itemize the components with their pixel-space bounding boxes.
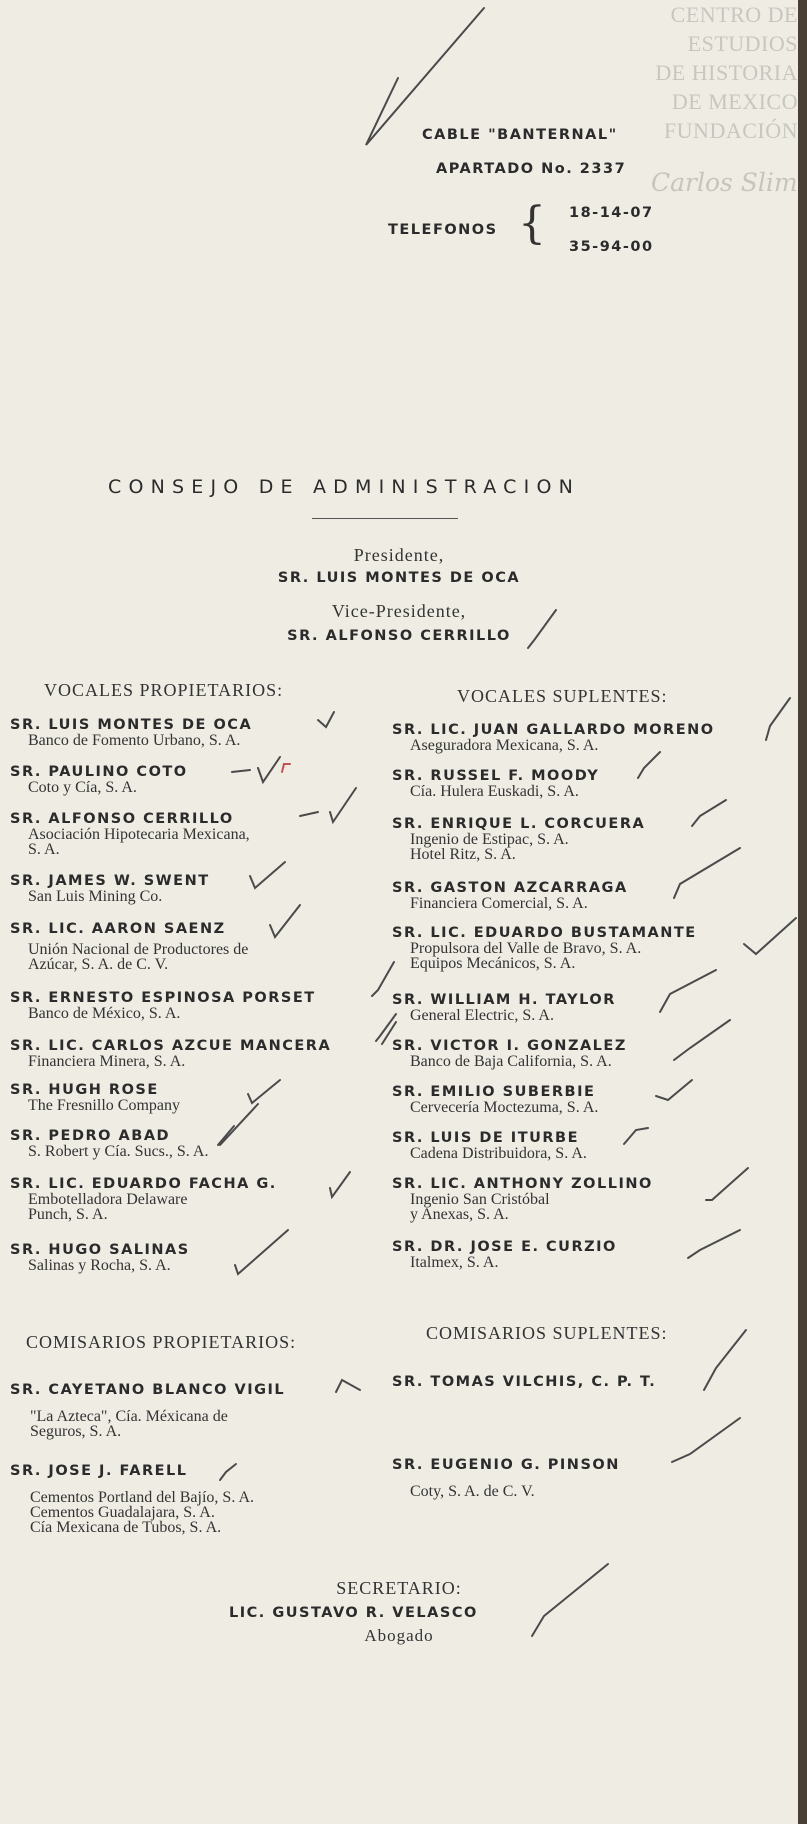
list-item (10, 811, 250, 857)
member-name: SR. HUGO SALINAS (10, 1242, 190, 1258)
member-company: "La Azteca", Cía. Méxicana de (30, 1408, 228, 1425)
list-item (10, 1082, 180, 1113)
member-name: SR. RUSSEL F. MOODY (392, 768, 600, 784)
member-company: y Anexas, S. A. (410, 1206, 509, 1223)
list-item (10, 1463, 254, 1535)
member-company: Equipos Mecánicos, S. A. (410, 955, 576, 972)
member-name: SR. JOSE J. FARELL (10, 1463, 188, 1479)
member-name: SR. TOMAS VILCHIS, C. P. T. (392, 1374, 657, 1390)
list-item (392, 816, 645, 862)
list-item (10, 764, 188, 795)
list-item (392, 1374, 656, 1390)
watermark-line: CENTRO DE (670, 2, 798, 27)
member-company: Propulsora del Valle de Bravo, S. A. (410, 940, 642, 957)
member-company: Ingenio de Estipac, S. A. (410, 831, 569, 848)
vocales-propietarios-heading: VOCALES PROPIETARIOS: (44, 680, 284, 700)
list-item (392, 1084, 598, 1115)
presidente-label: Presidente, (353, 545, 445, 565)
list-item (10, 1242, 190, 1273)
member-company: Cía. Hulera Euskadi, S. A. (410, 783, 579, 800)
member-company: Banco de Fomento Urbano, S. A. (28, 732, 241, 749)
member-name: SR. JAMES W. SWENT (10, 873, 210, 889)
watermark-line: FUNDACIÓN (663, 118, 798, 143)
secretario-title: Abogado (364, 1626, 434, 1645)
list-item (392, 1176, 653, 1222)
phone-2: 35-94-00 (569, 239, 654, 255)
list-item (392, 1457, 620, 1499)
member-company: General Electric, S. A. (410, 1007, 554, 1024)
comisarios-propietarios-heading: COMISARIOS PROPIETARIOS: (26, 1332, 297, 1352)
list-item (392, 1038, 627, 1069)
member-company: Financiera Minera, S. A. (28, 1053, 186, 1070)
member-company: Banco de México, S. A. (28, 1005, 181, 1022)
member-name: SR. DR. JOSE E. CURZIO (392, 1239, 617, 1255)
member-company: The Fresnillo Company (28, 1097, 180, 1114)
list-item (10, 717, 252, 748)
member-name: SR. EMILIO SUBERBIE (392, 1084, 596, 1100)
member-name: SR. PAULINO COTO (10, 764, 188, 780)
vicepresidente-name: SR. ALFONSO CERRILLO (287, 628, 511, 644)
list-item (10, 1382, 285, 1439)
vocales-suplentes-heading: VOCALES SUPLENTES: (457, 686, 668, 706)
member-name: SR. EUGENIO G. PINSON (392, 1457, 620, 1473)
watermark-line: ESTUDIOS (687, 31, 798, 56)
member-company: S. Robert y Cía. Sucs., S. A. (28, 1143, 209, 1160)
member-name: SR. ENRIQUE L. CORCUERA (392, 816, 646, 832)
member-name: SR. LIC. ANTHONY ZOLLINO (392, 1176, 653, 1192)
cable-address: CABLE "BANTERNAL" (422, 127, 618, 143)
member-company: Punch, S. A. (28, 1206, 108, 1223)
list-item (392, 1239, 617, 1270)
archive-watermark (648, 0, 798, 145)
member-company: Banco de Baja California, S. A. (410, 1053, 612, 1070)
telefonos-label: TELEFONOS (388, 222, 498, 238)
member-company: Cadena Distribuidora, S. A. (410, 1145, 587, 1162)
member-company: Financiera Comercial, S. A. (410, 895, 588, 912)
list-item (392, 880, 628, 911)
list-item (392, 722, 715, 753)
list-item (10, 1128, 208, 1159)
list-item (10, 873, 210, 904)
member-name: SR. LIC. JUAN GALLARDO MORENO (392, 722, 715, 738)
member-company: S. A. (28, 841, 60, 858)
apartado: APARTADO No. 2337 (436, 161, 627, 177)
title-rule (312, 518, 458, 519)
member-name: SR. ALFONSO CERRILLO (10, 811, 234, 827)
member-company: San Luis Mining Co. (28, 888, 163, 905)
secretario-name: LIC. GUSTAVO R. VELASCO (229, 1605, 478, 1621)
page-edge (798, 0, 807, 1824)
member-name: SR. GASTON AZCARRAGA (392, 880, 628, 896)
member-name: SR. LIC. EDUARDO BUSTAMANTE (392, 925, 697, 941)
list-item (392, 925, 697, 971)
member-name: SR. CAYETANO BLANCO VIGIL (10, 1382, 286, 1398)
member-company: Coto y Cía, S. A. (28, 779, 137, 796)
list-item (10, 1038, 331, 1069)
member-company: Ingenio San Cristóbal (410, 1191, 550, 1208)
watermark-line: DE HISTORIA (655, 60, 798, 85)
member-name: SR. WILLIAM H. TAYLOR (392, 992, 616, 1008)
member-company: Seguros, S. A. (30, 1423, 122, 1440)
member-name: SR. VICTOR I. GONZALEZ (392, 1038, 627, 1054)
watermark-line: DE MEXICO (671, 89, 798, 114)
page-title: CONSEJO DE ADMINISTRACION (108, 476, 581, 498)
member-company: Embotelladora Delaware (28, 1191, 188, 1208)
member-company: Hotel Ritz, S. A. (410, 846, 516, 863)
list-item (10, 990, 316, 1021)
watermark-signature: Carlos Slim (651, 168, 798, 197)
member-name: SR. ERNESTO ESPINOSA PORSET (10, 990, 316, 1006)
list-item (10, 921, 248, 972)
member-name: SR. LIC. CARLOS AZCUE MANCERA (10, 1038, 332, 1054)
comisarios-suplentes-heading: COMISARIOS SUPLENTES: (426, 1323, 668, 1343)
member-name: SR. LUIS MONTES DE OCA (10, 717, 253, 733)
member-name: SR. PEDRO ABAD (10, 1128, 171, 1144)
member-company: Asociación Hipotecaria Mexicana, (28, 826, 250, 843)
phone-1: 18-14-07 (569, 205, 654, 221)
list-item (392, 992, 616, 1023)
member-company: Azúcar, S. A. de C. V. (28, 956, 169, 973)
member-name: SR. HUGH ROSE (10, 1082, 159, 1098)
member-company: Cementos Portland del Bajío, S. A. (30, 1489, 254, 1506)
list-item (10, 1176, 277, 1222)
vicepresidente-label: Vice-Presidente, (331, 601, 467, 621)
member-company: Italmex, S. A. (410, 1254, 499, 1271)
member-company: Unión Nacional de Productores de (28, 941, 249, 958)
phone-brace: { (518, 198, 546, 249)
member-name: SR. LIC. AARON SAENZ (10, 921, 226, 937)
member-company: Cementos Guadalajara, S. A. (30, 1504, 215, 1521)
member-company: Aseguradora Mexicana, S. A. (410, 737, 599, 754)
member-company: Cervecería Moctezuma, S. A. (410, 1099, 599, 1116)
secretario-label: SECRETARIO: (336, 1578, 462, 1598)
presidente-name: SR. LUIS MONTES DE OCA (277, 570, 521, 586)
member-name: SR. LIC. EDUARDO FACHA G. (10, 1176, 277, 1192)
member-name: SR. LUIS DE ITURBE (392, 1130, 579, 1146)
member-company: Coty, S. A. de C. V. (410, 1483, 535, 1500)
member-company: Salinas y Rocha, S. A. (28, 1257, 171, 1274)
list-item (392, 768, 599, 799)
list-item (392, 1130, 587, 1161)
member-company: Cía Mexicana de Tubos, S. A. (30, 1519, 222, 1536)
